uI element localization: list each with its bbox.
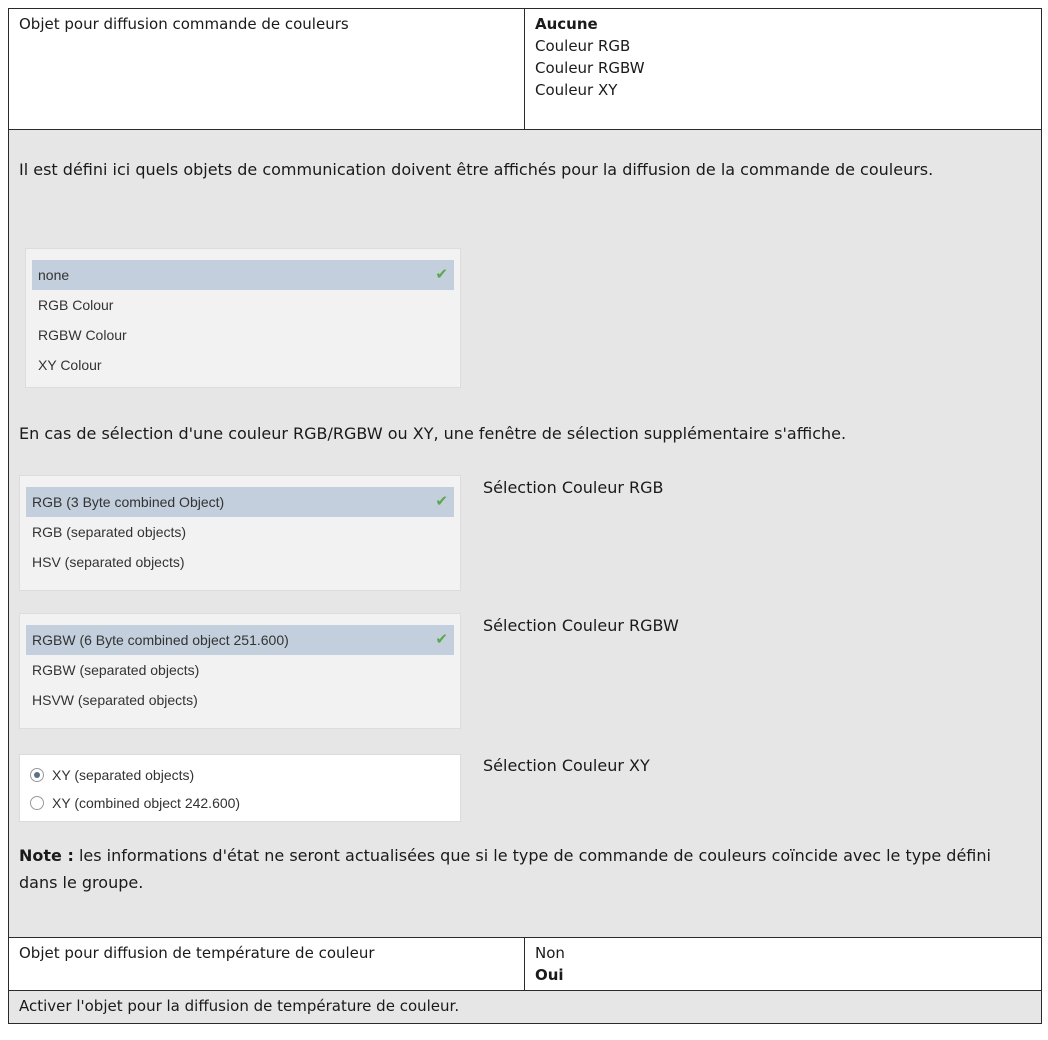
param-options [525,938,1041,990]
listbox-item-none[interactable]: none ✔ [32,260,454,290]
listbox-color-command [25,248,461,388]
checkmark-icon: ✔ [435,631,448,648]
option-couleur-xy: Couleur XY [535,81,618,99]
caption-xy: Sélection Couleur XY [483,756,650,775]
listbox-item-rgbw-6byte[interactable]: RGBW (6 Byte combined object 251.600) ✔ [26,625,454,655]
param-label: Objet pour diffusion de température de couleur [9,938,525,990]
radio-option-xy-combined[interactable]: XY (combined object 242.600) [30,789,450,817]
note-paragraph [9,842,1029,896]
parameter-table [8,8,1042,1024]
radio-group-xy [19,754,461,822]
listbox-item-rgbw-colour[interactable]: RGBW Colour [38,327,127,343]
checkmark-icon: ✔ [435,266,448,283]
desc2-text: Activer l'objet pour la diffusion de température de couleur. [19,997,460,1015]
listbox-item-rgb-colour[interactable]: RGB Colour [38,297,114,313]
option-aucune: Aucune [535,15,598,33]
note-text: les informations d'état ne seront actualisées que si le type de commande de couleurs coïncide avec le type défini dans le groupe. [19,846,991,892]
description-color-temperature [9,991,1041,1023]
listbox-item-rgb-separated[interactable]: RGB (separated objects) [32,524,187,540]
listbox-item-hsv-separated[interactable]: HSV (separated objects) [32,554,185,570]
param-label: Objet pour diffusion commande de couleurs [9,9,525,129]
note-label: Note : [19,846,74,865]
listbox-rgb [19,475,461,591]
radio-selected-icon[interactable] [30,768,44,782]
caption-rgb: Sélection Couleur RGB [483,478,664,497]
option-oui: Oui [535,966,564,984]
caption-rgbw: Sélection Couleur RGBW [483,616,679,635]
listbox-item-rgbw-separated[interactable]: RGBW (separated objects) [32,662,200,678]
param-options [525,9,1041,129]
option-couleur-rgb: Couleur RGB [535,37,631,55]
option-couleur-rgbw: Couleur RGBW [535,59,645,77]
option-non: Non [535,944,565,962]
param-row-color-temperature [9,938,1041,991]
radio-icon[interactable] [30,796,44,810]
listbox-item-rgb-3byte[interactable]: RGB (3 Byte combined Object) ✔ [26,487,454,517]
checkmark-icon: ✔ [435,493,448,510]
intro-text: Il est défini ici quels objets de communication doivent être affichés pour la diffusion de la commande de couleurs. [19,160,934,179]
listbox-item-xy-colour[interactable]: XY Colour [38,357,102,373]
param-row-color-command [9,9,1041,130]
listbox-item-hsvw-separated[interactable]: HSVW (separated objects) [32,692,198,708]
listbox-rgbw [19,613,461,729]
selection-note: En cas de sélection d'une couleur RGB/RGBW ou XY, une fenêtre de sélection supplémentaire s'affiche. [19,424,847,443]
description-color-command [9,130,1041,938]
radio-option-xy-separated[interactable]: XY (separated objects) [30,761,450,789]
